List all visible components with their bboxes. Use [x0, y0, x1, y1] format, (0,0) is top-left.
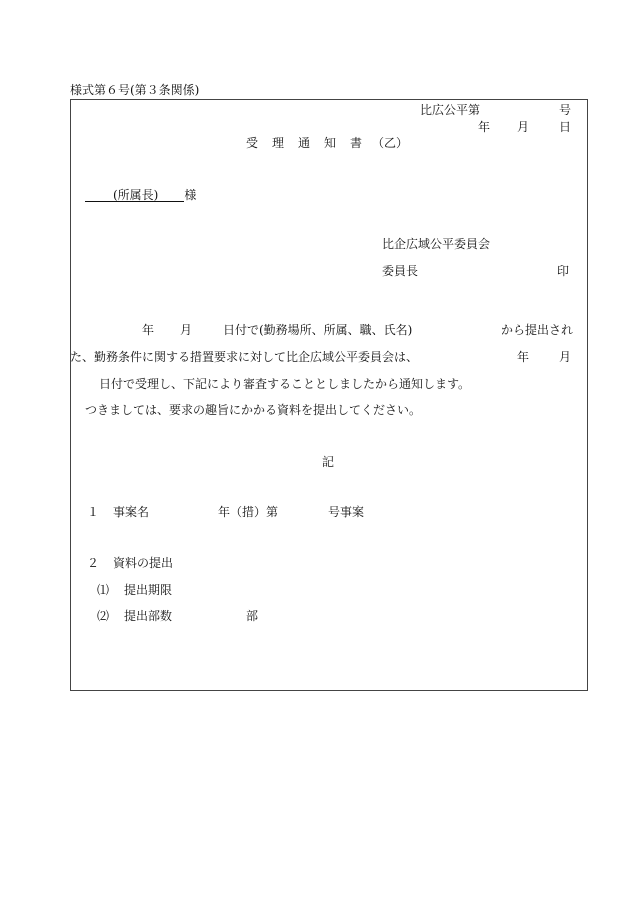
item2-number: ２	[87, 556, 100, 570]
item2-label: 資料の提出	[113, 556, 174, 570]
body-l1-end: から提出され	[501, 323, 574, 337]
item1-mid: 年（措）第	[218, 505, 279, 519]
addressee-honorific: 様	[184, 188, 197, 202]
form-number-label: 様式第６号(第３条関係)	[70, 83, 200, 97]
body-l1-month: 月	[180, 323, 193, 337]
body-l1-year: 年	[142, 323, 155, 337]
body-l2-text: た、勤務条件に関する措置要求に対して比企広域公平委員会は、	[70, 350, 419, 364]
addressee-line	[85, 188, 196, 202]
item1-number: １	[87, 505, 100, 519]
seal-mark: 印	[557, 264, 570, 278]
date-month: 月	[517, 120, 530, 134]
blank-underline	[85, 188, 113, 202]
body-l2-month: 月	[559, 350, 572, 364]
title-char: 通	[298, 136, 311, 150]
sub1-label: 提出期限	[124, 583, 173, 597]
body-l1-text: 日付で(勤務場所、所属、職、氏名)	[223, 323, 413, 337]
sub2-label: 提出部数	[124, 609, 173, 623]
sub1-number: ⑴	[97, 583, 110, 597]
title-variant: （乙）	[372, 136, 409, 150]
sub2-unit: 部	[246, 609, 259, 623]
reference-number-prefix: 比広公平第	[420, 103, 481, 117]
body-l2-year: 年	[517, 350, 530, 364]
ki-heading: 記	[322, 455, 335, 469]
reference-number-suffix: 号	[559, 103, 572, 117]
body-l4-text: つきましては、要求の趣旨にかかる資料を提出してください。	[85, 403, 422, 417]
date-day: 日	[559, 120, 572, 134]
sender-organization: 比企広域公平委員会	[382, 237, 491, 251]
body-l3-text: 日付で受理し、下記により審査することとしましたから通知します。	[99, 377, 471, 391]
title-char: 知	[324, 136, 337, 150]
sub2-number: ⑵	[97, 609, 110, 623]
item1-label: 事案名	[113, 505, 150, 519]
blank-underline	[158, 188, 184, 202]
date-year: 年	[478, 120, 491, 134]
item1-end: 号事案	[328, 505, 365, 519]
addressee-name: (所属長)	[113, 188, 159, 202]
title-char: 書	[350, 136, 363, 150]
title-char: 受	[246, 136, 259, 150]
sender-title: 委員長	[382, 264, 419, 278]
title-char: 理	[272, 136, 285, 150]
